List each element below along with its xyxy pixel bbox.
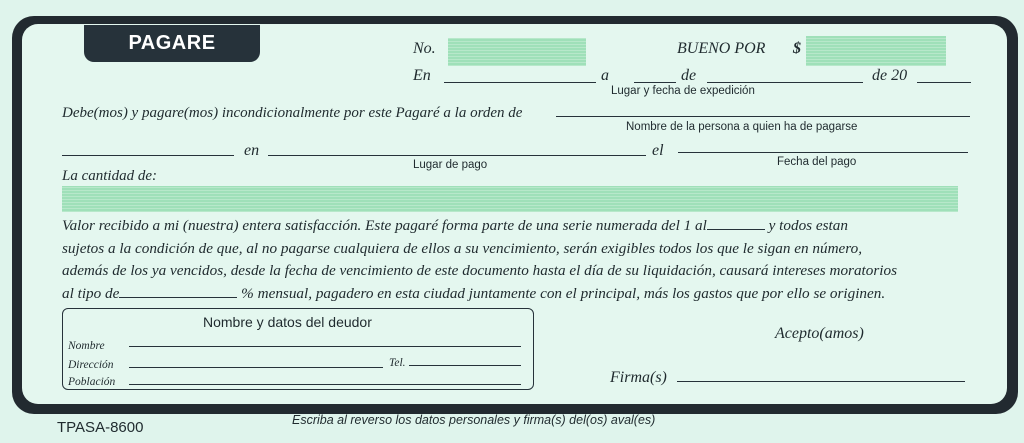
row4-first-line[interactable]: [62, 155, 234, 156]
payment-place-line[interactable]: [268, 155, 646, 156]
terms-line4a: al tipo de: [62, 284, 120, 302]
payee-line[interactable]: [556, 116, 970, 117]
nombre-caption: Nombre de la persona a quien ha de pagarse: [626, 121, 858, 133]
tel-label: Tel.: [389, 357, 406, 369]
signature-line[interactable]: [677, 381, 965, 382]
lugar-pago-caption: Lugar de pago: [413, 159, 488, 171]
place-line[interactable]: [444, 82, 596, 83]
bueno-por-label: BUENO POR: [677, 40, 766, 57]
terms-line2: sujetos a la condición de que, al no pagarse cualquiera de ellos a su vencimiento, serán exigibles todos los que le sigan en número,: [62, 239, 863, 257]
debtor-phone-line[interactable]: [409, 365, 521, 366]
series-total-line[interactable]: [707, 217, 765, 230]
form-code: TPASA-8600: [57, 419, 144, 436]
cantidad-label: La cantidad de:: [62, 168, 157, 184]
amount-field[interactable]: [806, 36, 946, 66]
en2-label: en: [244, 142, 260, 159]
el-label: el: [652, 142, 664, 159]
de-label: de: [681, 67, 697, 84]
interest-rate-line[interactable]: [119, 285, 237, 298]
terms-line1a: Valor recibido a mi (nuestra) entera satisfacción. Este pagaré forma parte de una serie numerada del 1 al: [62, 217, 707, 234]
amount-words-field[interactable]: [62, 186, 958, 212]
day-line[interactable]: [634, 82, 676, 83]
terms-line4b: % mensual, pagadero en esta ciudad juntamente con el principal, más los gastos que por ello se originen.: [241, 284, 886, 302]
debtor-box-title: Nombre y datos del deudor: [203, 314, 372, 330]
number-field[interactable]: [448, 38, 586, 66]
lugar-fecha-caption: Lugar y fecha de expedición: [611, 85, 755, 97]
poblacion-label: Población: [68, 376, 116, 388]
acepto-label: Acepto(amos): [775, 325, 864, 342]
debtor-name-line[interactable]: [129, 346, 521, 347]
terms-line1b: y todos estan: [768, 217, 848, 234]
no-label: No.: [413, 40, 436, 57]
a-label: a: [601, 67, 609, 84]
form-title: PAGARE: [84, 25, 260, 62]
payment-date-line[interactable]: [678, 152, 968, 153]
en-label: En: [413, 67, 431, 84]
terms-line3: además de los ya vencidos, desde la fecha de vencimiento de este documento hasta el día de su liquidación, causará intereses moratorios: [62, 262, 898, 280]
nombre-label: Nombre: [68, 340, 105, 352]
month-line[interactable]: [707, 82, 863, 83]
footer-note: Escriba al reverso los datos personales y firma(s) del(os) aval(es): [292, 413, 656, 427]
year-line[interactable]: [917, 82, 971, 83]
debe-text: Debe(mos) y pagare(mos) incondicionalmente por este Pagaré a la orden de: [62, 105, 523, 121]
debtor-address-line[interactable]: [129, 367, 383, 368]
terms-paragraph: [62, 215, 977, 305]
debtor-city-line[interactable]: [129, 384, 521, 385]
debtor-box: [62, 308, 534, 390]
de-year-label: de 20: [872, 67, 908, 84]
firma-label: Firma(s): [610, 369, 667, 386]
direccion-label: Dirección: [68, 359, 114, 371]
fecha-pago-caption: Fecha del pago: [777, 156, 857, 168]
dollar-sign: $: [793, 40, 801, 57]
